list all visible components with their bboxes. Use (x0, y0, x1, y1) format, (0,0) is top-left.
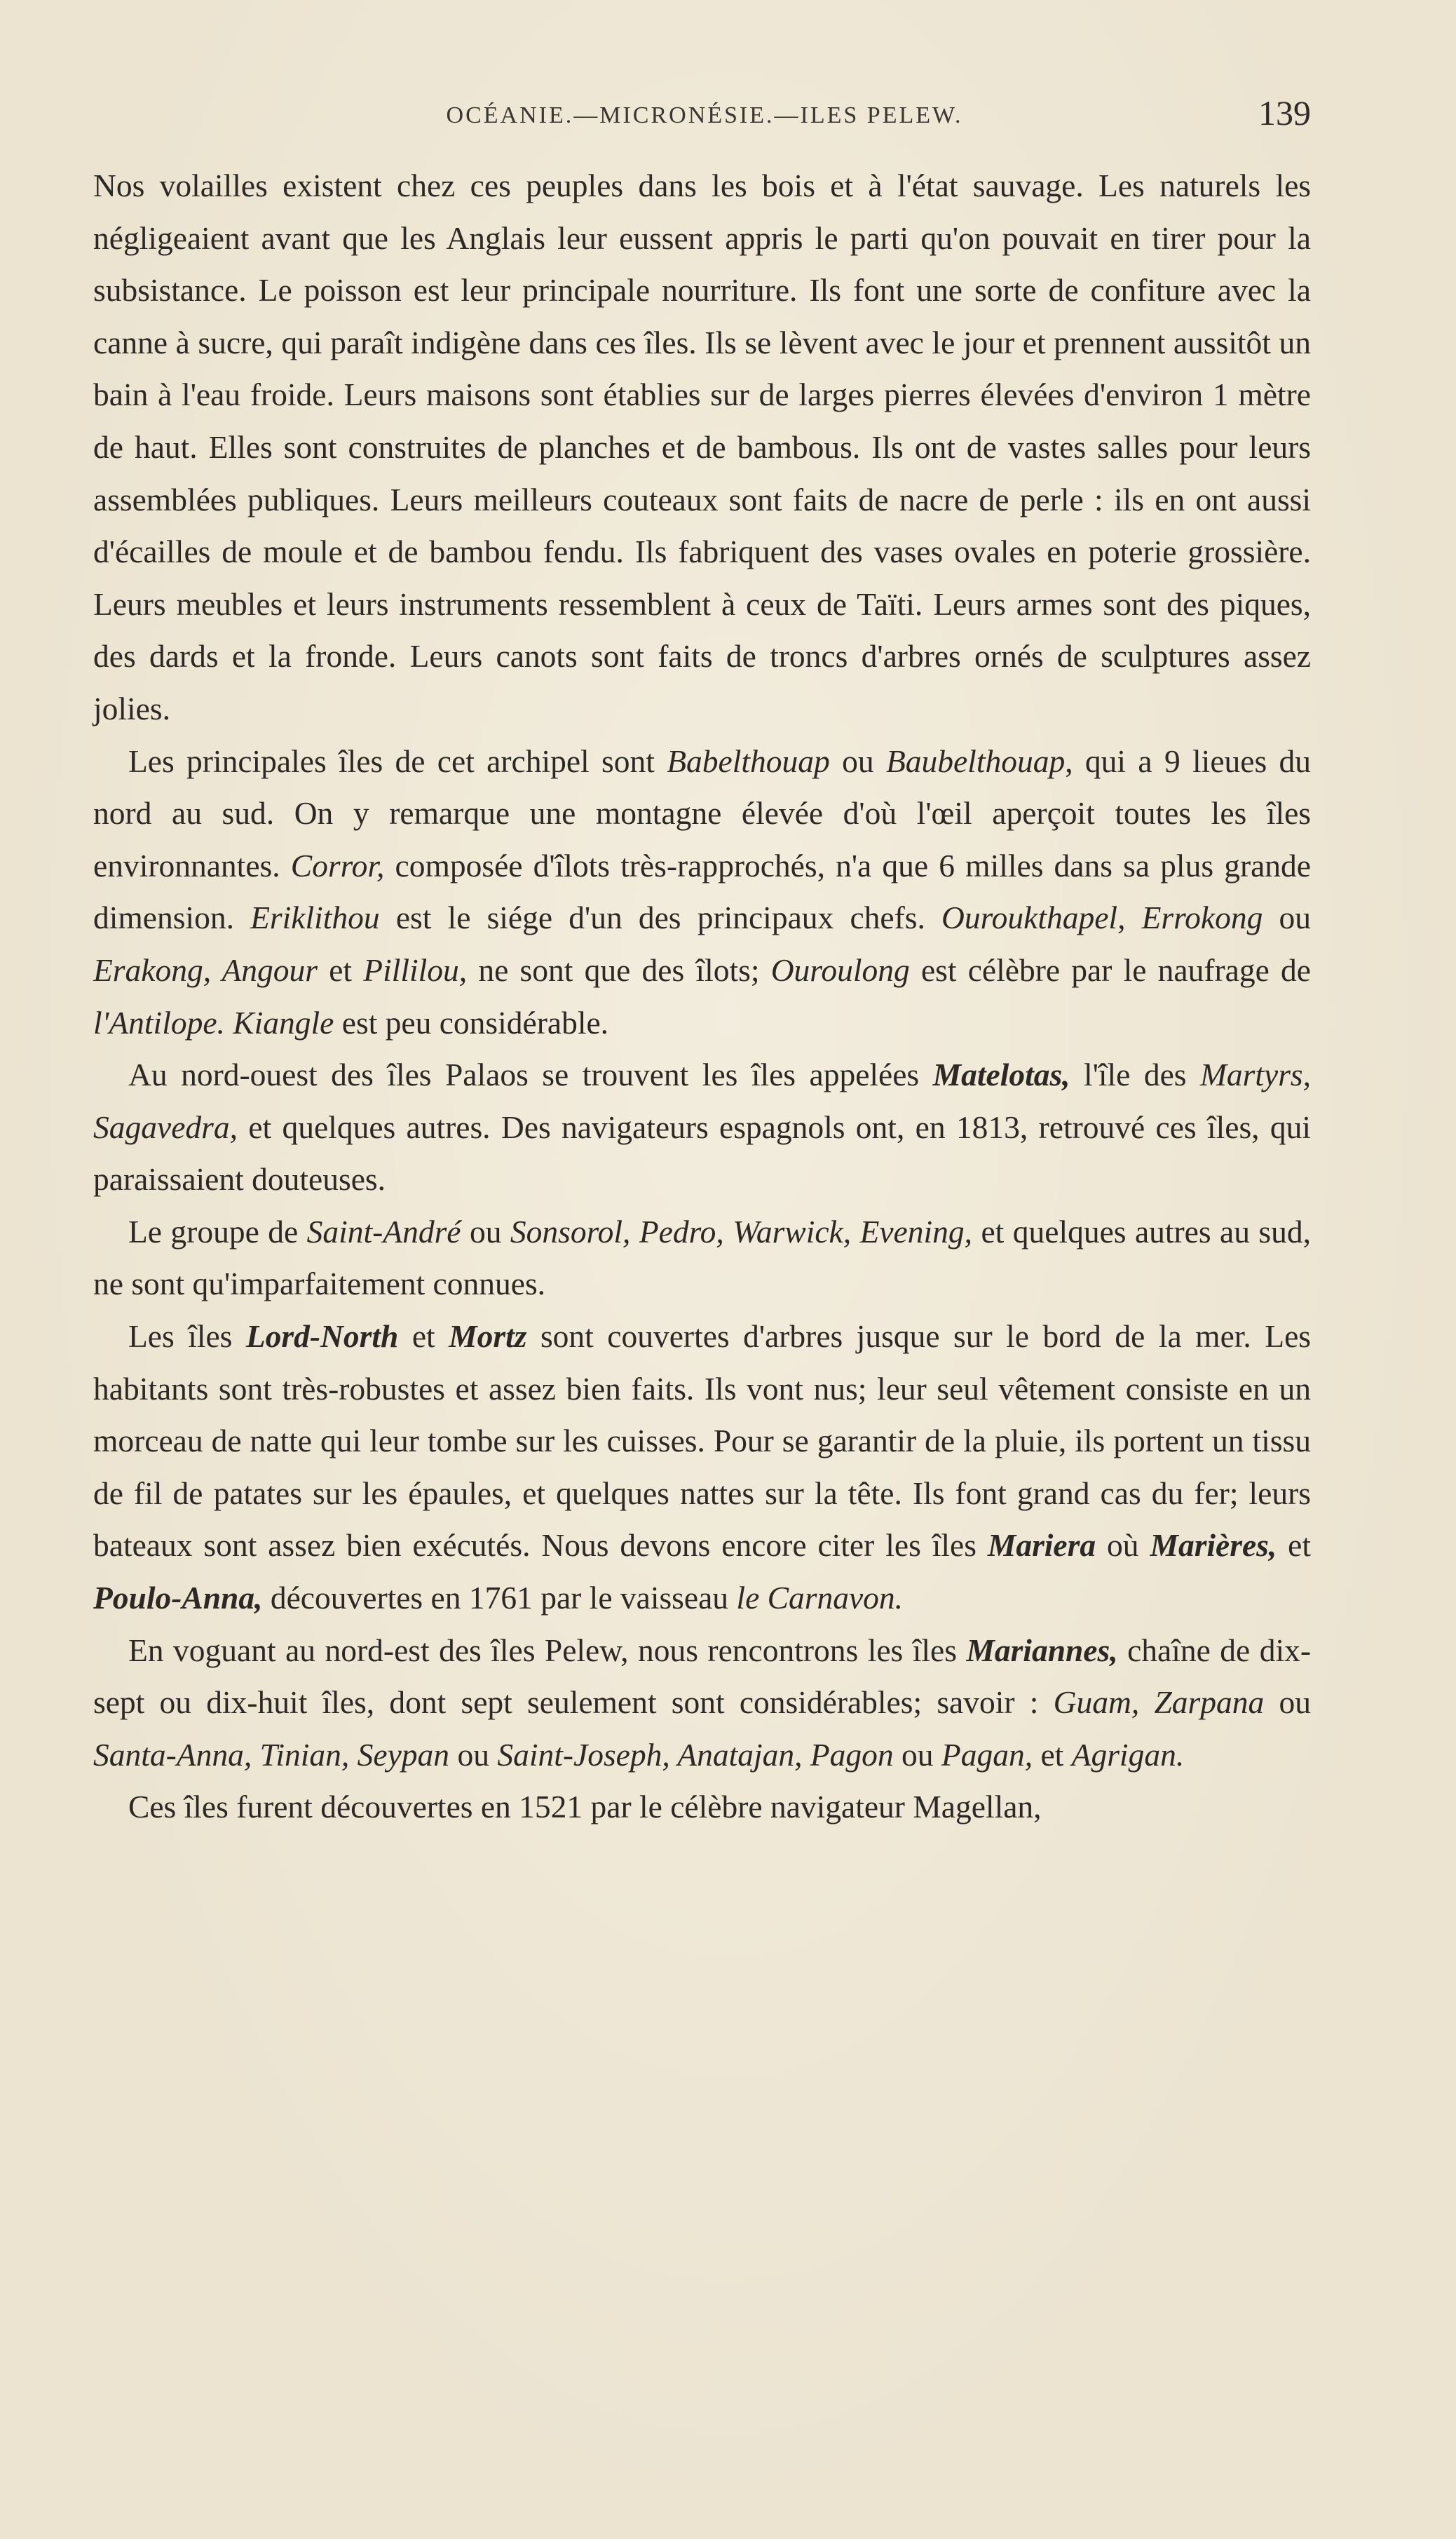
running-title: OCÉANIE.—MICRONÉSIE.—ILES PELEW. (446, 102, 963, 128)
text-run: Les principales îles de cet archipel sont (128, 743, 667, 779)
text-run: composée d'îlots très-rapprochés, n'a que 6 milles dans sa plus grande dimension. (93, 847, 1311, 936)
italic-name: Babelthouap (667, 743, 830, 779)
paragraph-magellan: Ces îles furent découvertes en 1521 par le célèbre navigateur Magellan, (128, 1789, 1042, 1825)
italic-name: Guam, Zarpana (1053, 1684, 1265, 1721)
italic-name: l'Antilope. Kiangle (93, 1004, 334, 1041)
italic-name: Mortz (449, 1318, 527, 1355)
italic-name: Pillilou, (363, 952, 468, 988)
text-run: et (1033, 1736, 1072, 1773)
text-run: , qui a 9 lieues du nord au sud. On y remarque une montagne élevée d'où l'œil aperçoit toutes les îles environnantes. (93, 743, 1312, 883)
italic-name: Baubelthouap (885, 743, 1066, 779)
text-run: et (1277, 1527, 1312, 1564)
paragraph-mariannes (93, 1625, 1311, 1782)
text-run: l'île des (1070, 1057, 1201, 1093)
text-run: ou (1264, 1684, 1311, 1721)
italic-name: Matelotas, (932, 1057, 1070, 1093)
italic-name: Poulo-Anna, (93, 1580, 263, 1616)
text-run: ou (1263, 900, 1312, 936)
text-run: et quelques autres au sud, ne sont qu'imparfaitement connues. (93, 1213, 1312, 1302)
text-run: chaîne de dix-sept ou dix-huit îles, dont sept seulement sont considérables; savoir : (93, 1632, 1311, 1721)
paragraph-principales-iles (93, 736, 1311, 1050)
italic-name: Eriklithou (250, 900, 380, 936)
text-run: où (1096, 1527, 1150, 1564)
paragraph-lord-north (93, 1311, 1311, 1625)
text-run: et quelques autres. Des navigateurs espagnols ont, en 1813, retrouvé ces îles, qui paraissaient douteuses. (93, 1109, 1311, 1198)
text-run: sont couvertes d'arbres jusque sur le bord de la mer. Les habitants sont très-robustes et assez bien faits. Ils vont nus; leur seul vêtement consiste en un morceau de natte qui leur tombe sur les cuisses. Pour se garantir de la pluie, ils portent un tissu de fil de patates sur les épaules, et quelques nattes sur la tête. Ils font grand cas du fer; leurs bateaux sont assez bien exécutés. Nous devons encore citer les îles (93, 1318, 1311, 1564)
italic-name: Marières, (1150, 1527, 1277, 1564)
text-run: et (317, 952, 364, 988)
italic-name: Saint-André (306, 1213, 461, 1250)
italic-name: Lord-North (245, 1318, 399, 1355)
italic-name: Santa-Anna, Tinian, Seypan (93, 1736, 450, 1773)
italic-name: Saint-Joseph, Anatajan, Pagon (497, 1736, 894, 1773)
text-run: ou (829, 743, 886, 779)
italic-name: Erakong, Angour (93, 952, 318, 988)
italic-name: Ouroulong (770, 952, 910, 988)
running-header (98, 90, 1311, 146)
paragraph-volailles: Nos volailles existent chez ces peuples dans les bois et à l'état sauvage. Les naturels les négligeaient avant que les Anglais leur eussent appris le parti qu'on pouvait en tirer pour la subsistance. Le poisson est leur principale nourriture. Ils font une sorte de confiture avec la canne à sucre, qui paraît indigène dans ces îles. Ils se lèvent avec le jour et prennent aussitôt un bain à l'eau froide. Leurs maisons sont établies sur de larges pierres élevées d'environ 1 mètre de haut. Elles sont construites de planches et de bambous. Ils ont de vastes salles pour leurs assemblées publiques. Leurs meilleurs couteaux sont faits de nacre de perle : ils en ont aussi d'écailles de moule et de bambou fendu. Ils fabriquent des vases ovales en poterie grossière. Leurs meubles et leurs instruments ressemblent à ceux de Taïti. Leurs armes sont des piques, des dards et la fronde. Leurs canots sont faits de troncs d'arbres ornés de sculptures assez jolies. (93, 168, 1311, 726)
text-run: est célèbre par le naufrage de (909, 952, 1311, 988)
text-run: Le groupe de (128, 1213, 307, 1250)
text-run: ou (893, 1736, 941, 1773)
text-run: ou (461, 1213, 510, 1250)
page-number: 139 (1258, 93, 1311, 133)
text-run: est peu considérable. (334, 1004, 609, 1041)
text-run: En voguant au nord-est des îles Pelew, nous rencontrons les îles (128, 1632, 967, 1668)
text-run: Les îles (128, 1318, 246, 1355)
italic-name: Pagan, (941, 1736, 1033, 1773)
italic-name: Ouroukthapel, Errokong (941, 900, 1263, 936)
text-run: Au nord-ouest des îles Palaos se trouvent les îles appelées (128, 1057, 933, 1093)
text-run: et (398, 1318, 449, 1355)
paragraph-saint-andre (93, 1206, 1311, 1311)
italic-name: Agrigan. (1071, 1736, 1185, 1773)
paragraph-matelotas (93, 1049, 1311, 1206)
italic-name: Mariera (987, 1527, 1096, 1564)
text-run: ou (449, 1736, 498, 1773)
body-text (93, 160, 1311, 1834)
text-run: est le siége d'un des principaux chefs. (379, 900, 942, 936)
text-run: ne sont que des îlots; (467, 952, 771, 988)
italic-name: Mariannes, (966, 1632, 1118, 1668)
text-run: découvertes en 1761 par le vaisseau (262, 1580, 737, 1616)
italic-name: Martyrs, Sagavedra, (93, 1057, 1311, 1145)
italic-name: le Carnavon. (736, 1580, 904, 1616)
italic-name: Corror, (290, 847, 385, 883)
italic-name: Sonsorol, Pedro, Warwick, Evening, (510, 1213, 973, 1250)
